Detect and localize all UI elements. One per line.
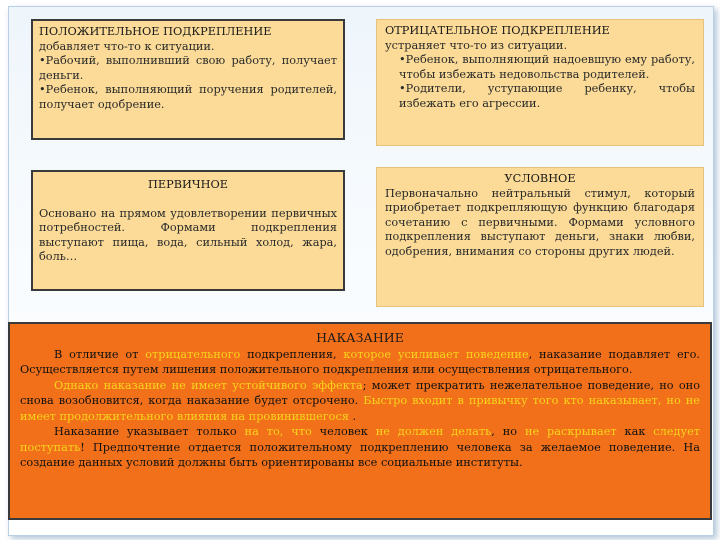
highlight-run: не раскрывает bbox=[524, 425, 617, 438]
highlight-run: не должен делать bbox=[375, 425, 492, 438]
highlight-run: , но не имеет продолжительного влияния на провинившегося bbox=[20, 394, 700, 423]
highlight-run: Однако наказание не имеет устойчивого эффекта bbox=[54, 378, 363, 392]
primary-reinforcement-title: ПЕРВИЧНОЕ bbox=[148, 178, 228, 191]
punishment-paragraph-3 bbox=[20, 424, 700, 471]
text-run: ; может прекратить нежелательное поведение, но оно снова возобновится, когда наказание будет отсрочено. bbox=[20, 378, 701, 407]
highlight-run: следует поступать bbox=[20, 425, 701, 454]
primary-reinforcement-box bbox=[31, 170, 345, 291]
punishment-box bbox=[8, 322, 712, 520]
negative-reinforcement-definition: устраняет что-то из ситуации. bbox=[385, 38, 568, 52]
positive-reinforcement-definition: добавляет что-то к ситуации. bbox=[39, 39, 215, 53]
conditional-reinforcement-box bbox=[376, 167, 704, 307]
punishment-title: НАКАЗАНИЕ bbox=[316, 330, 404, 345]
text-run: подкрепления, bbox=[240, 347, 344, 361]
highlight-run: отрицательного bbox=[145, 347, 241, 361]
highlight-run: на то, что bbox=[244, 425, 312, 438]
text-run: человек bbox=[311, 425, 376, 438]
text-run: В отличие от bbox=[54, 347, 146, 361]
negative-example-2: •Родители, уступающие ребенку, чтобы избежать его агрессии. bbox=[399, 82, 695, 110]
negative-reinforcement-title: ОТРИЦАТЕЛЬНОЕ ПОДКРЕПЛЕНИЕ bbox=[385, 24, 610, 37]
positive-reinforcement-box bbox=[31, 19, 345, 140]
text-run: как bbox=[616, 425, 654, 438]
highlight-run: которое усиливает поведение bbox=[343, 347, 529, 361]
highlight-run: Быстро входит в привычку того кто наказывает bbox=[363, 394, 658, 407]
positive-example-2: •Ребенок, выполняющий поручения родителей, получает одобрение. bbox=[39, 83, 337, 111]
text-run: Наказание указывает только bbox=[54, 425, 245, 438]
text-run: , наказание подавляет его. Осуществляется путем лишения положительного подкрепления или осуществления отрицательного. bbox=[20, 347, 700, 376]
primary-reinforcement-text: Основано на прямом удовлетворении первичных потребностей. Формами подкрепления выступают пища, вода, сильный холод, жара, боль… bbox=[39, 206, 337, 264]
conditional-reinforcement-title: УСЛОВНОЕ bbox=[504, 172, 576, 185]
conditional-reinforcement-text: Первоначально нейтральный стимул, который приобретает подкрепляющую функцию благодаря сочетанию с первичными. Формами условного подкрепления выступают деньги, знаки любви, одобрения, внимания со стороны других людей. bbox=[385, 186, 695, 258]
positive-example-1: •Рабочий, выполнивший свою работу, получает деньги. bbox=[39, 54, 337, 82]
punishment-paragraph-1 bbox=[20, 347, 700, 378]
negative-example-1: •Ребенок, выполняющий надоевшую ему работу, чтобы избежать недовольства родителей. bbox=[399, 53, 695, 81]
punishment-paragraph-2 bbox=[20, 378, 700, 425]
negative-reinforcement-box bbox=[376, 19, 704, 146]
text-run: ! Предпочтение отдается положительному подкреплению человека за желаемое поведение. На создание данных условий должны быть ориентированы все социальные институты. bbox=[20, 440, 700, 469]
positive-reinforcement-title: ПОЛОЖИТЕЛЬНОЕ ПОДКРЕПЛЕНИЕ bbox=[39, 25, 272, 38]
text-run: . bbox=[348, 409, 357, 423]
text-run: , но bbox=[491, 425, 525, 438]
